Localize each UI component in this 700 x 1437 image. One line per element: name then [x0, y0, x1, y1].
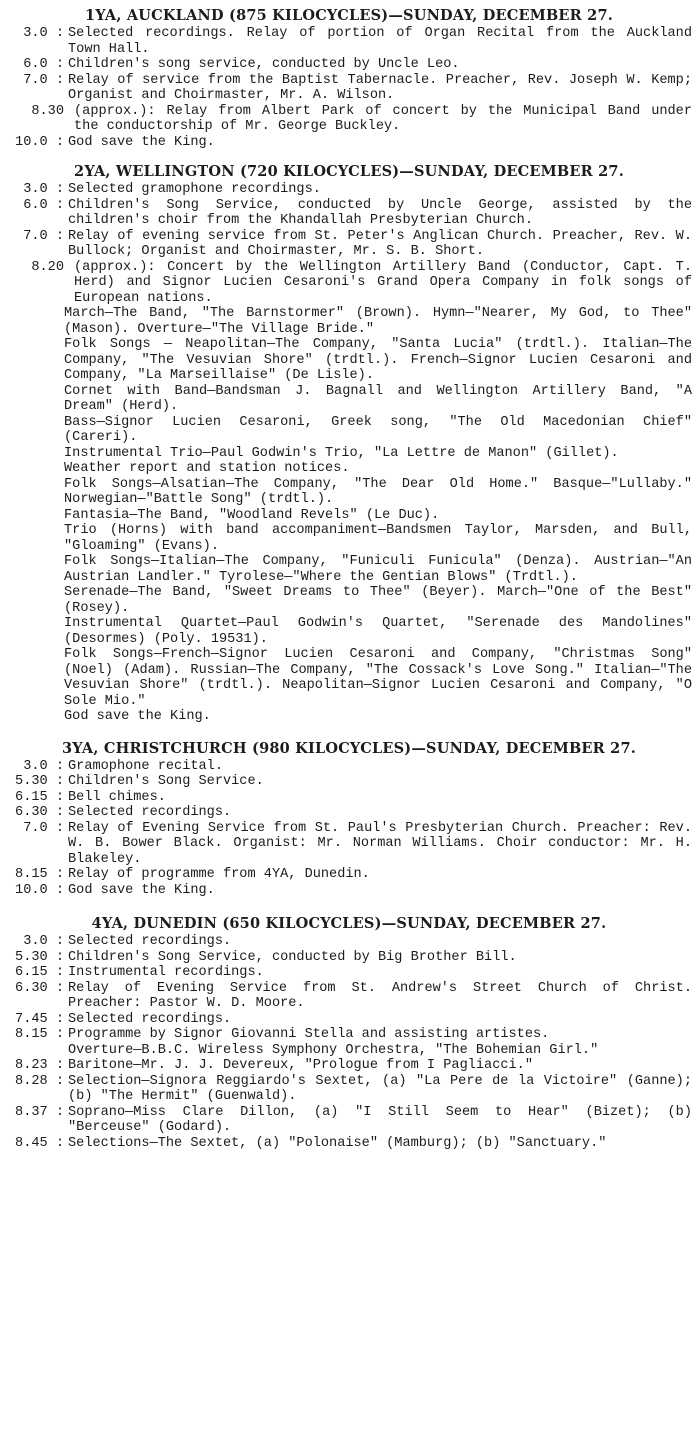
schedule-entry [6, 182, 692, 198]
entry-time [6, 1043, 68, 1059]
schedule-entry [6, 774, 692, 790]
entry-time: 6.15 : [15, 789, 64, 805]
entry-text: Selected recordings. [68, 1011, 232, 1027]
entry-text: Instrumental recordings. [68, 965, 264, 980]
entry-time: 3.0 : [23, 26, 64, 41]
schedule-list [6, 26, 692, 150]
schedule-entry [6, 1027, 692, 1043]
entry-text: Selection—Signora Reggiardo's Sextet, (a) "La Pere de la Victoire" (Ganne); (b) "The Hermit" (Guenwald). [68, 1073, 692, 1104]
entry-text: Relay of evening service from St. Peter's Anglican Church. Preacher, Rev. W. Bullock; Organist and Choirmaster, Mr. S. B. Short. [68, 228, 692, 259]
entry-text: God save the King. [68, 134, 215, 150]
entry-time: 10.0 : [15, 134, 64, 150]
schedule-entry [6, 198, 692, 229]
entry-time: 5.30 : [15, 774, 64, 789]
schedule-entry [6, 805, 692, 821]
schedule-entry [6, 1074, 692, 1105]
entry-time: 6.0 : [23, 197, 64, 213]
entry-text: Bell chimes. [68, 789, 166, 805]
schedule-entry [6, 934, 692, 950]
section-gap [6, 725, 692, 739]
entry-time: 7.0 : [23, 820, 64, 836]
entry-text: Overture—B.B.C. Wireless Symphony Orchestra, "The Bohemian Girl." [68, 1042, 599, 1058]
schedule-entry [6, 883, 692, 899]
entry-time: 7.0 : [23, 228, 64, 244]
entry-time: 8.28 : [15, 1073, 64, 1089]
schedule-entry [6, 821, 692, 868]
programme-item: Fantasia—The Band, "Woodland Revels" (Le Duc). [64, 507, 440, 523]
programme-item: Instrumental Trio—Paul Godwin's Trio, "La Lettre de Manon" (Gillet). [64, 445, 619, 461]
entry-time: 5.30 : [15, 949, 64, 965]
schedule-entry [6, 1012, 692, 1028]
programme-item: Trio (Horns) with band accompaniment—Bandsmen Taylor, Marsden, and Bull, "Gloaming" (Evans). [64, 523, 692, 554]
section-gap [6, 150, 692, 162]
schedule-entry [6, 229, 692, 260]
station-3ya [6, 739, 692, 899]
entry-text: Selected recordings. [68, 934, 232, 949]
programme-item: Folk Songs—Alsatian—The Company, "The Dear Old Home." Basque—"Lullaby." Norwegian—"Battle Song" (trdtl.). [64, 476, 692, 507]
station-heading: 4YA, DUNEDIN (650 KILOCYCLES)—SUNDAY, DECEMBER 27. [91, 915, 607, 932]
schedule-entry [6, 104, 692, 135]
entry-time: 6.0 : [23, 57, 64, 72]
schedule-entry [6, 135, 692, 151]
entry-time: 8.15 : [15, 867, 64, 882]
programme-item: Serenade—The Band, "Sweet Dreams to Thee" (Beyer). March—"One of the Best" (Rosey). [64, 585, 692, 616]
schedule-entry [6, 26, 692, 57]
entry-time: 3.0 : [23, 182, 64, 197]
schedule-entry [6, 1105, 692, 1136]
concert-programme [6, 306, 692, 725]
entry-text: Children's Song Service, conducted by Uncle George, assisted by the children's choir from the Khandallah Presbyterian Church. [68, 197, 692, 228]
programme-item: Folk Songs — Neapolitan—The Company, "Santa Lucia" (trdtl.). Italian—The Company, "The Vesuvian Shore" (trdtl.). French—Signor Lucien Cesaroni and Company, "La Marseillaise" (De Lisle). [64, 337, 692, 383]
entry-text: Relay of programme from 4YA, Dunedin. [68, 867, 370, 882]
entry-time: 3.0 : [23, 934, 64, 949]
schedule-entry [6, 1136, 692, 1152]
entry-text: God save the King. [68, 882, 215, 898]
entry-text: Soprano—Miss Clare Dillon, (a) "I Still Seem to Hear" (Bizet); (b) "Berceuse" (Godard). [68, 1104, 692, 1135]
programme-item: Folk Songs—French—Signor Lucien Cesaroni and Company, "Christmas Song" (Noel) (Adam). Russian—The Company, "The Cossack's Love Song." Italian—"The Vesuvian Shore" (trdtl.). Neapolitan—Signor Lucien Cesaroni and Company, "O Sole Mio." [64, 647, 692, 709]
entry-text: Baritone—Mr. J. J. Devereux, "Prologue from I Pagliacci." [68, 1058, 533, 1073]
entry-text: (approx.): Relay from Albert Park of concert by the Municipal Band under the conductorship of Mr. George Buckley. [74, 103, 692, 134]
entry-time: 8.45 : [15, 1135, 64, 1151]
entry-text: Children's Song Service. [68, 774, 264, 789]
station-2ya [6, 162, 692, 725]
schedule-list [6, 934, 692, 1151]
entry-time: 8.20 [31, 259, 64, 275]
entry-text: Children's song service, conducted by Uncle Leo. [68, 57, 460, 72]
entry-time: 6.15 : [15, 965, 64, 980]
schedule-entry [6, 57, 692, 73]
entry-text: Children's Song Service, conducted by Big Brother Bill. [68, 949, 517, 965]
schedule-entry [6, 1058, 692, 1074]
schedule-entry [6, 73, 692, 104]
schedule-list [6, 759, 692, 899]
section-gap [6, 898, 692, 914]
schedule-entry [6, 981, 692, 1012]
entry-time: 6.30 : [15, 980, 64, 996]
programme-item: Folk Songs—Italian—The Company, "Funiculi Funicula" (Denza). Austrian—"An Austrian Landler." Tyrolese—"Where the Gentian Blows" (Trdtl.). [64, 554, 692, 585]
programme-item: God save the King. [64, 709, 211, 724]
entry-text: Selections—The Sextet, (a) "Polonaise" (Mamburg); (b) "Sanctuary." [68, 1135, 607, 1151]
entry-time: 6.30 : [15, 805, 64, 820]
entry-text: Selected recordings. Relay of portion of Organ Recital from the Auckland Town Hall. [68, 26, 692, 57]
entry-time: 7.0 : [23, 72, 64, 88]
schedule-entry [6, 867, 692, 883]
entry-text: Selected gramophone recordings. [68, 182, 321, 197]
entry-time: 10.0 : [15, 882, 64, 898]
station-heading: 3YA, CHRISTCHURCH (980 KILOCYCLES)—SUNDAY, DECEMBER 27. [61, 739, 636, 757]
entry-text: Relay of service from the Baptist Tabernacle. Preacher, Rev. Joseph W. Kemp; Organist and Choirmaster, Mr. A. Wilson. [68, 72, 692, 103]
programme-item: Cornet with Band—Bandsman J. Bagnall and Wellington Artillery Band, "A Dream" (Herd). [64, 383, 692, 414]
entry-time: 8.37 : [15, 1104, 64, 1120]
entry-time: 8.15 : [15, 1027, 64, 1042]
entry-time: 8.23 : [15, 1058, 64, 1073]
programme-item: Weather report and station notices. [64, 461, 350, 476]
schedule-entry [6, 260, 692, 307]
programme-item: Instrumental Quartet—Paul Godwin's Quartet, "Serenade des Mandolines" (Desormes) (Poly. 19531). [64, 616, 692, 647]
entry-text: (approx.): Concert by the Wellington Artillery Band (Conductor, Capt. T. Herd) and Signor Lucien Cesaroni's Grand Opera Company in folk songs of European nations. [74, 259, 692, 306]
entry-text: Relay of Evening Service from St. Paul's Presbyterian Church. Preacher: Rev. W. B. Bower Black. Organist: Mr. Norman Williams. Choir conductor: Mr. H. Blakeley. [68, 820, 692, 867]
entry-text: Gramophone recital. [68, 758, 223, 774]
entry-text: Programme by Signor Giovanni Stella and assisting artistes. [68, 1027, 550, 1042]
entry-time: 7.45 : [15, 1011, 64, 1027]
schedule-list [6, 182, 692, 306]
station-1ya [6, 6, 692, 150]
schedule-entry [6, 759, 692, 775]
station-4ya [6, 914, 692, 1151]
entry-time: 8.30 [31, 103, 64, 119]
entry-text: Relay of Evening Service from St. Andrew's Street Church of Christ. Preacher: Pastor W. D. Moore. [68, 980, 692, 1011]
schedule-entry [6, 950, 692, 966]
programme-item: Bass—Signor Lucien Cesaroni, Greek song, "The Old Macedonian Chief" (Careri). [64, 414, 692, 445]
station-heading: 1YA, AUCKLAND (875 KILOCYCLES)—SUNDAY, DECEMBER 27. [84, 7, 613, 24]
entry-text: Selected recordings. [68, 805, 232, 820]
entry-time: 3.0 : [23, 758, 64, 774]
station-heading: 2YA, WELLINGTON (720 KILOCYCLES)—SUNDAY, DECEMBER 27. [74, 163, 624, 180]
schedule-entry [6, 965, 692, 981]
programme-item: March—The Band, "The Barnstormer" (Brown). Hymn—"Nearer, My God, to Thee" (Mason). Overture—"The Village Bride." [64, 306, 692, 337]
schedule-entry [6, 1043, 692, 1059]
schedule-entry [6, 790, 692, 806]
